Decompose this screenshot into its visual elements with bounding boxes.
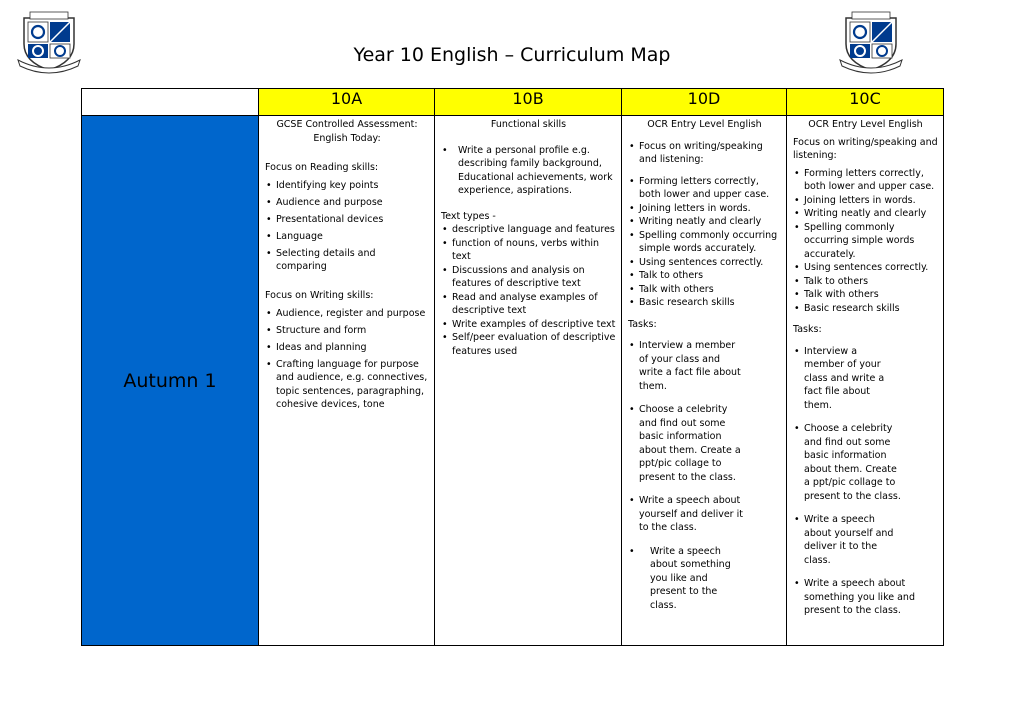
list-item: • descriptive language and features [441, 223, 616, 237]
10d-tasks-list [628, 339, 781, 612]
list-item: • Using sentences correctly. [628, 256, 781, 270]
header-row [82, 89, 944, 116]
list-item: • Discussions and analysis on features of descriptive text [441, 264, 616, 291]
10b-types-list [441, 223, 616, 358]
10b-heading: Functional skills [490, 119, 567, 130]
list-item: • Structure and form [265, 324, 429, 338]
10a-writing-list [265, 307, 429, 412]
list-item: • Audience and purpose [265, 196, 429, 210]
list-item: • Spelling commonly occurring simple words accurately. [793, 221, 938, 262]
10d-heading: OCR Entry Level English [647, 119, 762, 130]
list-item: • Interview a member of your class and write a fact file about them. [628, 339, 781, 393]
cell-10c [787, 116, 944, 646]
10b-types-title: Text types - [441, 210, 496, 222]
list-item: • Write a speech about yourself and deliver it to the class. [628, 494, 781, 535]
list-item: • function of nouns, verbs within text [441, 237, 616, 264]
list-item: • Forming letters correctly, both lower and upper case. [793, 167, 938, 194]
10c-skills-list [793, 167, 938, 316]
list-item: • Talk to others [793, 275, 938, 289]
list-item: • Writing neatly and clearly [793, 207, 938, 221]
10c-tasks-title: Tasks: [793, 324, 822, 335]
list-item: • Choose a celebrity and find out some basic information about them. Create a ppt/pic collage to present to the class. [793, 422, 938, 503]
10a-reading-title: Focus on Reading skills: [265, 162, 379, 173]
list-item: • Ideas and planning [265, 341, 429, 355]
list-item: • Selecting details and comparing [265, 247, 429, 274]
10c-tasks-list [793, 345, 938, 618]
curriculum-table [81, 88, 944, 646]
list-item: • Choose a celebrity and find out some basic information about them. Create a ppt/pic collage to present to the class. [628, 403, 781, 484]
list-item: • Talk with others [793, 288, 938, 302]
list-item: • Audience, register and purpose [265, 307, 429, 321]
school-logo-left [14, 10, 84, 76]
list-item: • Write a personal profile e.g. describing family background, Educational achievements, work experience, aspirations. [441, 144, 616, 198]
list-item: • Self/peer evaluation of descriptive features used [441, 331, 616, 358]
10a-writing-title: Focus on Writing skills: [265, 290, 374, 301]
list-item: • Forming letters correctly, both lower and upper case. [628, 175, 781, 202]
10a-heading: GCSE Controlled Assessment: English Today: [276, 119, 418, 144]
10d-skills-list [628, 175, 781, 310]
list-item: • Spelling commonly occurring simple words accurately. [628, 229, 781, 256]
list-item: • Write a speech about something you like and present to the class. [793, 577, 938, 618]
header-10d: 10D [622, 89, 787, 116]
cell-10d [622, 116, 787, 646]
10c-focus: Focus on writing/speaking and listening: [793, 136, 938, 161]
header-10b: 10B [435, 89, 622, 116]
10c-heading: OCR Entry Level English [808, 119, 923, 130]
list-item: • Write examples of descriptive text [441, 318, 616, 332]
school-logo-right [836, 10, 906, 76]
list-item: • Presentational devices [265, 213, 429, 227]
cell-10b [435, 116, 622, 646]
list-item: • Read and analyse examples of descriptive text [441, 291, 616, 318]
list-item: • Joining letters in words. [628, 202, 781, 216]
header-10a: 10A [259, 89, 435, 116]
list-item: • Language [265, 230, 429, 244]
list-item: • Identifying key points [265, 179, 429, 193]
list-item: • Interview a member of your class and write a fact file about them. [793, 345, 938, 413]
list-item: • Crafting language for purpose and audience, e.g. connectives, topic sentences, paragraphing, cohesive devices, tone [265, 358, 429, 412]
list-item: • Writing neatly and clearly [628, 215, 781, 229]
10d-tasks-title: Tasks: [628, 318, 657, 330]
list-item: • Talk to others [628, 269, 781, 283]
cell-10a [259, 116, 435, 646]
list-item: • Write a speech about something you like and present to the class. [628, 545, 781, 613]
header-blank-cell [82, 89, 259, 116]
list-item: • Using sentences correctly. [793, 261, 938, 275]
10b-profile-list [441, 144, 616, 198]
term-row [82, 116, 944, 646]
list-item: • Joining letters in words. [793, 194, 938, 208]
list-item: • Talk with others [628, 283, 781, 297]
list-item: • Focus on writing/speaking and listening: [628, 140, 781, 167]
header-10c: 10C [787, 89, 944, 116]
10d-focus-list [628, 140, 781, 167]
10a-reading-list [265, 179, 429, 274]
page-title: Year 10 English – Curriculum Map [353, 44, 671, 66]
list-item: • Basic research skills [793, 302, 938, 316]
list-item: • Write a speech about yourself and deliver it to the class. [793, 513, 938, 567]
list-item: • Basic research skills [628, 296, 781, 310]
term-label: Autumn 1 [82, 116, 259, 646]
